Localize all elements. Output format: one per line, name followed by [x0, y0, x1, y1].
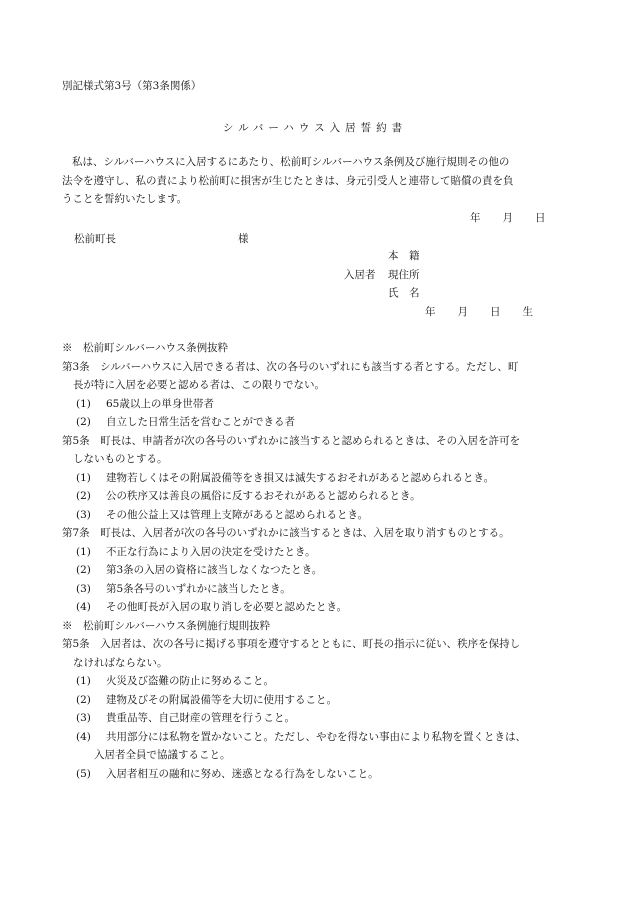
- item-text: 火災及び盗難の防止に努めること。: [106, 675, 274, 687]
- pledge-line: うことを誓約いたします。: [62, 193, 188, 205]
- item-number: (1): [76, 397, 91, 410]
- list-item: [62, 768, 572, 787]
- document-title: シルバーハウス入居誓約書: [222, 122, 408, 134]
- section-heading: ※ 松前町シルバーハウス条例抜粋: [62, 342, 229, 354]
- list-item: [62, 472, 572, 491]
- resident-birth-line: [425, 306, 555, 319]
- resident-role-label: 入居者: [344, 269, 376, 281]
- honorific: 様: [238, 233, 249, 245]
- item-text: 第5条各号のいずれかに該当したとき。: [106, 582, 291, 595]
- article-line: しないものとする。: [73, 453, 168, 465]
- item-text: 不正な行為により入居の決定を受けたとき。: [106, 545, 316, 558]
- article-line: 長が特に入居を必要と認める者は、この限りでない。: [73, 379, 325, 391]
- article-line: 第3条 シルバーハウスに入居できる者は、次の各号のいずれにも該当する者とする。ただし、町: [62, 360, 519, 373]
- form-number: 別記様式第3号（第3条関係）: [62, 80, 202, 92]
- item-number: (2): [76, 564, 91, 576]
- list-item: [62, 490, 572, 509]
- section-heading: ※ 松前町シルバーハウス条例施行規則抜粋: [62, 619, 271, 632]
- date-month-label: 月: [502, 212, 513, 224]
- ordinance-excerpt: [62, 342, 572, 786]
- item-number: (2): [76, 490, 91, 502]
- item-number: (4): [76, 601, 91, 613]
- list-item: [62, 398, 572, 417]
- item-text: その他公益上又は管理上支障があると認められるとき。: [106, 508, 369, 521]
- list-item: [62, 583, 572, 602]
- item-number: (1): [76, 471, 91, 484]
- article-line: 第5条 入居者は、次の各号に掲げる事項を遵守するとともに、町長の指示に従い、秩序を保持し: [62, 638, 521, 650]
- item-text: 公の秩序又は善良の風俗に反するおそれがあると認められるとき。: [106, 490, 421, 502]
- pledge-text: [62, 153, 572, 209]
- date-day-label: 日: [535, 212, 546, 224]
- item-number: (5): [76, 767, 91, 780]
- pledge-line: 私は、シルバーハウスに入居するにあたり、松前町シルバーハウス条例及び施行規則その他の: [72, 156, 510, 168]
- article-line: 第7条 町長は、入居者が次の各号のいずれかに該当するときは、入居を取り消すものとする。: [62, 527, 510, 539]
- birth-month-label: 月: [457, 306, 468, 318]
- birth-year-label: 年: [425, 306, 436, 318]
- article-line: なければならない。: [73, 656, 168, 669]
- item-text: 65歳以上の単身世帯者: [106, 397, 214, 410]
- item-text: 入居者相互の融和に努め、迷惑となる行為をしないこと。: [106, 767, 379, 780]
- item-number: (3): [76, 582, 91, 595]
- item-number: (3): [76, 508, 91, 521]
- date-line: [470, 212, 568, 225]
- item-text: その他町長が入居の取り消しを必要と認めたとき。: [106, 601, 348, 613]
- list-item: [62, 712, 572, 731]
- item-text: 共用部分には私物を置かないこと。ただし、やむを得ない事由により私物を置くときは、: [106, 730, 526, 743]
- list-item-continuation: 入居者全員で協議すること。: [94, 749, 231, 761]
- birth-suffix-label: 生: [522, 306, 533, 318]
- item-number: (2): [76, 693, 91, 706]
- item-number: (1): [76, 545, 91, 558]
- list-item: [62, 416, 572, 435]
- list-item: [62, 564, 572, 583]
- birth-day-label: 日: [490, 306, 501, 318]
- list-item: [62, 694, 572, 713]
- list-item: [62, 731, 572, 750]
- item-number: (1): [76, 675, 91, 687]
- list-item: [62, 546, 572, 565]
- item-text: 貴重品等、自己財産の管理を行うこと。: [106, 712, 295, 724]
- item-number: (3): [76, 712, 91, 724]
- item-text: 建物若しくはその附属設備等をき損又は滅失するおそれがあると認められるとき。: [106, 471, 495, 484]
- resident-name-label: 氏 名: [388, 287, 420, 299]
- item-text: 自立した日常生活を営むことができる者: [106, 416, 295, 428]
- resident-honseki-label: 本 籍: [388, 250, 420, 262]
- article-line: 第5条 町長は、申請者が次の各号のいずれかに該当すると認められるときは、その入居を許可を: [62, 434, 521, 447]
- item-text: 第3条の入居の資格に該当しなくなつたとき。: [106, 564, 323, 576]
- list-item: [62, 509, 572, 528]
- list-item: [62, 601, 572, 620]
- date-year-label: 年: [470, 212, 481, 224]
- resident-address-label: 現住所: [388, 269, 420, 281]
- item-number: (2): [76, 416, 91, 428]
- item-number: (4): [76, 730, 91, 743]
- pledge-line: 法令を遵守し、私の責により松前町に損害が生じたときは、身元引受人と連帯して賠償の責を負: [62, 174, 514, 187]
- list-item: [62, 675, 572, 694]
- addressee: 松前町長: [74, 233, 116, 245]
- item-text: 建物及びその附属設備等を大切に使用すること。: [106, 693, 337, 706]
